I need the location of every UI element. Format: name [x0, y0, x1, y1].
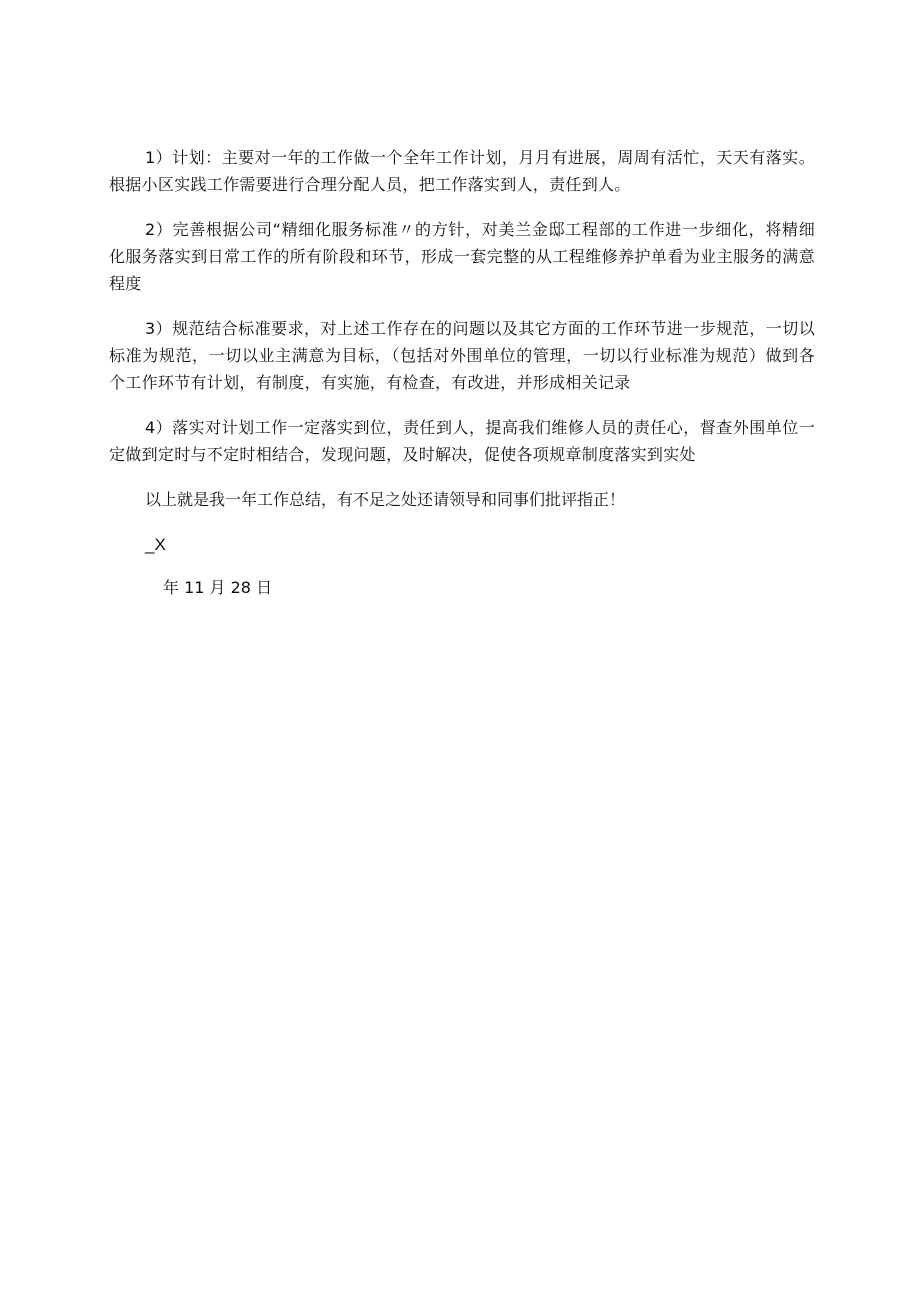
- document-body: [109, 144, 815, 601]
- signature: _X: [145, 535, 166, 554]
- paragraph-improve: 2）完善根据公司“精细化服务标准〃的方针，对美兰金邸工程部的工作进一步细化，将精细化服务落实到日常工作的所有阶段和环节，形成一套完整的从工程维修养护单看为业主服务的满意程度: [109, 220, 815, 293]
- paragraph-implement: 4）落实对计划工作一定落实到位，责任到人，提高我们维修人员的责任心，督查外围单位一定做到定时与不定时相结合，发现问题，及时解决，促使各项规章制度落实到实处: [109, 418, 815, 464]
- date-line: 年 11 月 28 日: [163, 578, 273, 597]
- paragraph-standardize: 3）规范结合标准要求，对上述工作存在的问题以及其它方面的工作环节进一步规范，一切以标准为规范，一切以业主满意为目标，（包括对外围单位的管理，一切以行业标准为规范）做到各个工作环节有计划，有制度，有实施，有检查，有改进，并形成相关记录: [109, 319, 815, 392]
- closing-remark: 以上就是我一年工作总结，有不足之处还请领导和同事们批评指正！: [145, 490, 626, 509]
- paragraph-plan: 1）计划：主要对一年的工作做一个全年工作计划，月月有进展，周周有活忙，天天有落实。根据小区实践工作需要进行合理分配人员，把工作落实到人，责任到人。: [109, 148, 815, 194]
